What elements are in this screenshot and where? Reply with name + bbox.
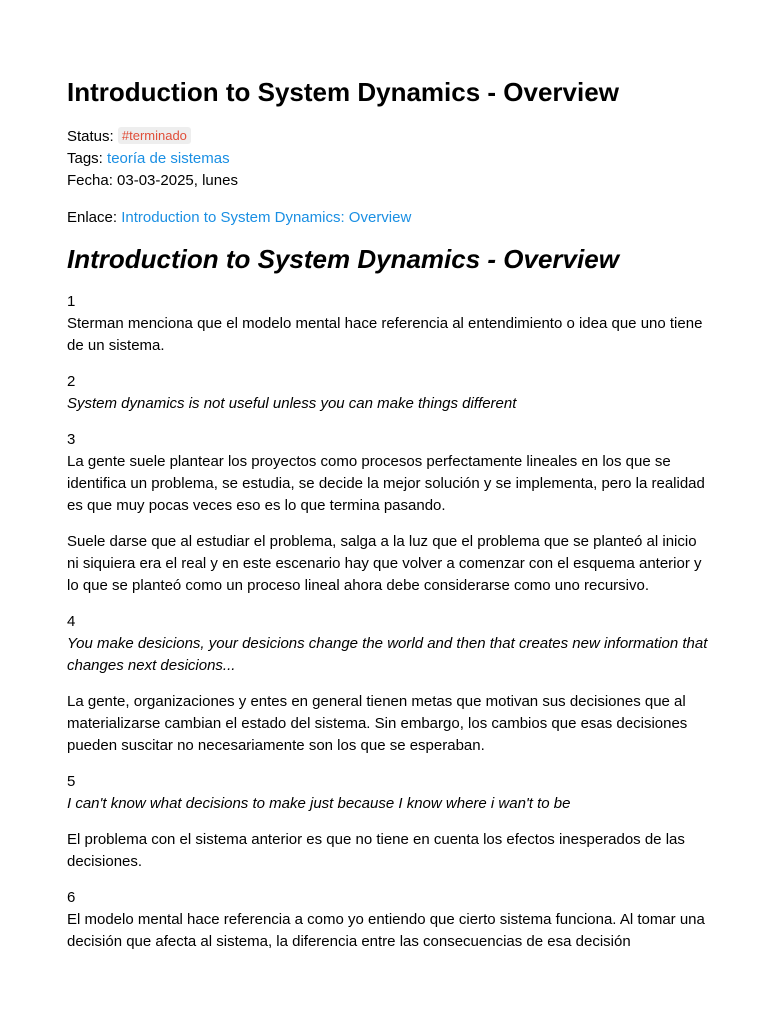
metadata-block bbox=[67, 126, 708, 192]
section-heading: Introduction to System Dynamics - Overview bbox=[67, 244, 619, 274]
page-title: Introduction to System Dynamics - Overview bbox=[67, 77, 619, 107]
note-text: Sterman menciona que el modelo mental hace referencia al entendimiento o idea que uno tiene de un sistema. bbox=[67, 315, 703, 354]
note-number: 4 bbox=[67, 613, 76, 630]
status-label: Status: bbox=[67, 128, 114, 145]
date-line: Fecha: 03-03-2025, lunes bbox=[67, 172, 238, 189]
note-5 bbox=[67, 771, 708, 815]
tags-line bbox=[67, 148, 708, 170]
enlace-line bbox=[67, 207, 708, 229]
note-4 bbox=[67, 611, 708, 677]
note-5-paragraph: El problema con el sistema anterior es que no tiene en cuenta los efectos inesperados de las decisiones. bbox=[67, 831, 685, 870]
enlace-link[interactable]: Introduction to System Dynamics: Overview bbox=[121, 209, 412, 226]
enlace-label: Enlace: bbox=[67, 209, 118, 226]
note-quote: I can't know what decisions to make just because I know where i wan't to be bbox=[67, 795, 571, 812]
status-line bbox=[67, 126, 708, 148]
note-6 bbox=[67, 887, 708, 953]
status-tag[interactable]: #terminado bbox=[118, 127, 191, 144]
note-number: 1 bbox=[67, 293, 76, 310]
note-text: La gente suele plantear los proyectos como procesos perfectamente lineales en los que se identifica un problema, se estudia, se decide la mejor solución y se implementa, pero la realidad es que muy pocas veces eso es lo que termina pasando. bbox=[67, 453, 705, 514]
note-1 bbox=[67, 291, 708, 357]
note-number: 2 bbox=[67, 373, 76, 390]
note-4-paragraph: La gente, organizaciones y entes en general tienen metas que motivan sus decisiones que al materializarse cambian el estado del sistema. Sin embargo, los cambios que esas decisiones pueden suscitar no necesariamente son los que se esperaban. bbox=[67, 693, 688, 754]
note-3-paragraph: Suele darse que al estudiar el problema, salga a la luz que el problema que se planteó al inicio ni siquiera era el real y en este escenario hay que volver a comenzar con el esquema anterior y lo que se planteó como un proceso lineal ahora debe considerarse como uno recursivo. bbox=[67, 533, 702, 594]
note-text: El modelo mental hace referencia a como yo entiendo que cierto sistema funciona. Al tomar una decisión que afecta al sistema, la diferencia entre las consecuencias de esa decisión bbox=[67, 911, 705, 950]
note-2 bbox=[67, 371, 708, 415]
note-quote: You make desicions, your desicions change the world and then that creates new information that changes next desicions... bbox=[67, 635, 708, 674]
note-number: 6 bbox=[67, 889, 76, 906]
note-number: 3 bbox=[67, 431, 76, 448]
tag-link[interactable]: teoría de sistemas bbox=[107, 150, 230, 167]
note-number: 5 bbox=[67, 773, 76, 790]
note-quote: System dynamics is not useful unless you can make things different bbox=[67, 395, 517, 412]
note-3 bbox=[67, 429, 708, 517]
tags-label: Tags: bbox=[67, 150, 103, 167]
